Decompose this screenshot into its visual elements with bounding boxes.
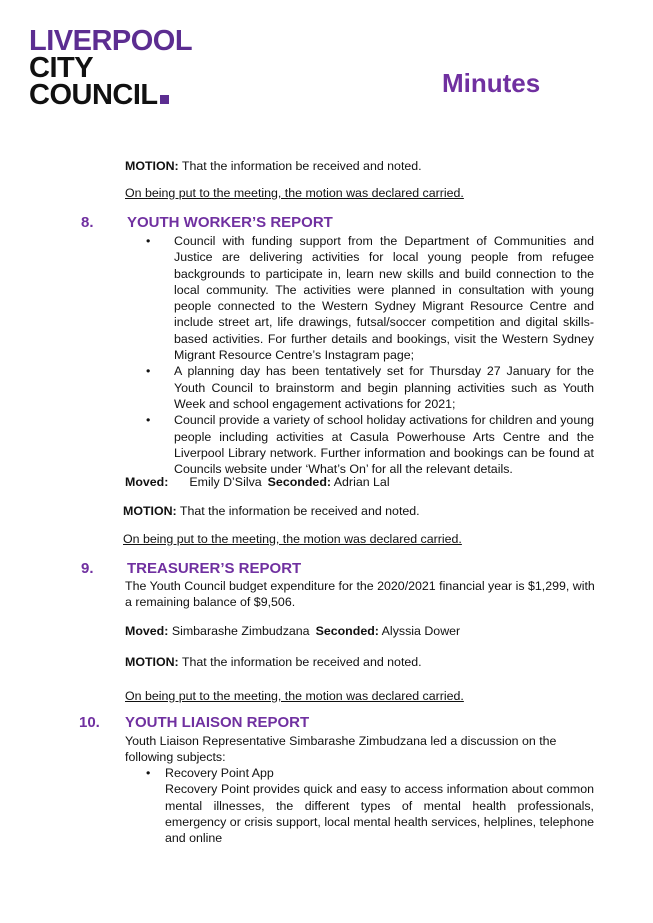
bullet-icon: •: [146, 766, 151, 780]
list-item: [146, 363, 594, 412]
list-item: [146, 412, 594, 477]
section-8-number: 8.: [81, 214, 94, 231]
logo-line-3-text: COUNCIL: [29, 79, 158, 111]
moved-line: [125, 623, 460, 639]
motion-text: That the information be received and noted.: [176, 504, 420, 518]
bullet-icon: •: [146, 413, 151, 428]
motion-line: [125, 654, 422, 670]
section-9-text: The Youth Council budget expenditure for the 2020/2021 financial year is $1,299, with a remaining balance of $9,506.: [125, 579, 595, 610]
list-item: [146, 233, 594, 363]
section-9-number: 9.: [81, 560, 94, 577]
logo-line-1: LIVERPOOL: [29, 25, 193, 57]
moved-label: Moved:: [125, 624, 169, 638]
list-item-text: A planning day has been tentatively set for Thursday 27 January for the Youth Council to brainstorm and begin planning activities such as Youth Week and school engagement activations for 2021;: [174, 364, 594, 411]
carried-line: On being put to the meeting, the motion was declared carried.: [125, 689, 464, 703]
council-logo: [29, 25, 193, 111]
carried-line: On being put to the meeting, the motion was declared carried.: [123, 532, 462, 546]
section-10-text: Youth Liaison Representative Simbarashe Zimbudzana led a discussion on the following subjects:: [125, 734, 557, 765]
motion-label: MOTION:: [125, 655, 179, 669]
moved-name: Simbarashe Zimbudzana: [168, 624, 310, 638]
section-10-heading: YOUTH LIAISON REPORT: [125, 714, 310, 731]
bullet-icon: •: [146, 364, 151, 379]
list-item-title: Recovery Point App: [165, 766, 274, 780]
bullet-icon: •: [146, 234, 151, 248]
section-9-heading: TREASURER’S REPORT: [127, 560, 302, 577]
motion-text: That the information be received and noted.: [178, 655, 422, 669]
section-8-heading: YOUTH WORKER’S REPORT: [127, 214, 333, 231]
motion-label: MOTION:: [125, 159, 179, 173]
list-item-text: Council with funding support from the Department of Communities and Justice are delivering activities for local young people from refugee backgrounds to participate in, learn new skills and build connection to the local community. The activities were planned in consultation with young people connected to the Western Sydney Migrant Resource Centre and include street art, life drawings, futsal/soccer competition and digital skills-based activities. For further details and bookings, visit the Western Sydney Migrant Resource Centre’s Instagram page;: [174, 234, 594, 363]
moved-label: Moved:: [125, 475, 169, 489]
motion-line: [125, 158, 422, 174]
section-10-number: 10.: [79, 714, 100, 731]
page-title: Minutes: [442, 68, 541, 98]
moved-name: Emily D’Silva: [189, 475, 262, 489]
moved-line: [125, 474, 390, 490]
list-item-text: Recovery Point provides quick and easy to access information about common mental illnesses, the different types of mental health professionals, emergency or crisis support, local mental health services, helplines, telephone and online: [165, 782, 594, 846]
motion-line: [123, 503, 420, 519]
seconded-label: Seconded:: [267, 475, 332, 489]
logo-line-3: [29, 79, 192, 111]
section-8-bullets: [146, 233, 594, 477]
seconded-label: Seconded:: [315, 624, 379, 638]
section-10-bullets: [146, 765, 594, 846]
logo-square-icon: [160, 95, 169, 104]
motion-label: MOTION:: [123, 504, 177, 518]
seconded-name: Alyssia Dower: [381, 624, 461, 638]
carried-line: On being put to the meeting, the motion was declared carried.: [125, 186, 464, 200]
list-item-text: Council provide a variety of school holiday activations for children and young people including activities at Casula Powerhouse Arts Centre and the Liverpool Library network. Further information and bookings can be found at Councils website under ‘What’s On’ for all the relevant details.: [174, 413, 594, 477]
list-item: [146, 765, 594, 846]
logo-line-2: CITY: [29, 52, 94, 84]
motion-text: That the information be received and noted.: [178, 159, 422, 173]
seconded-name: Adrian Lal: [333, 475, 390, 489]
